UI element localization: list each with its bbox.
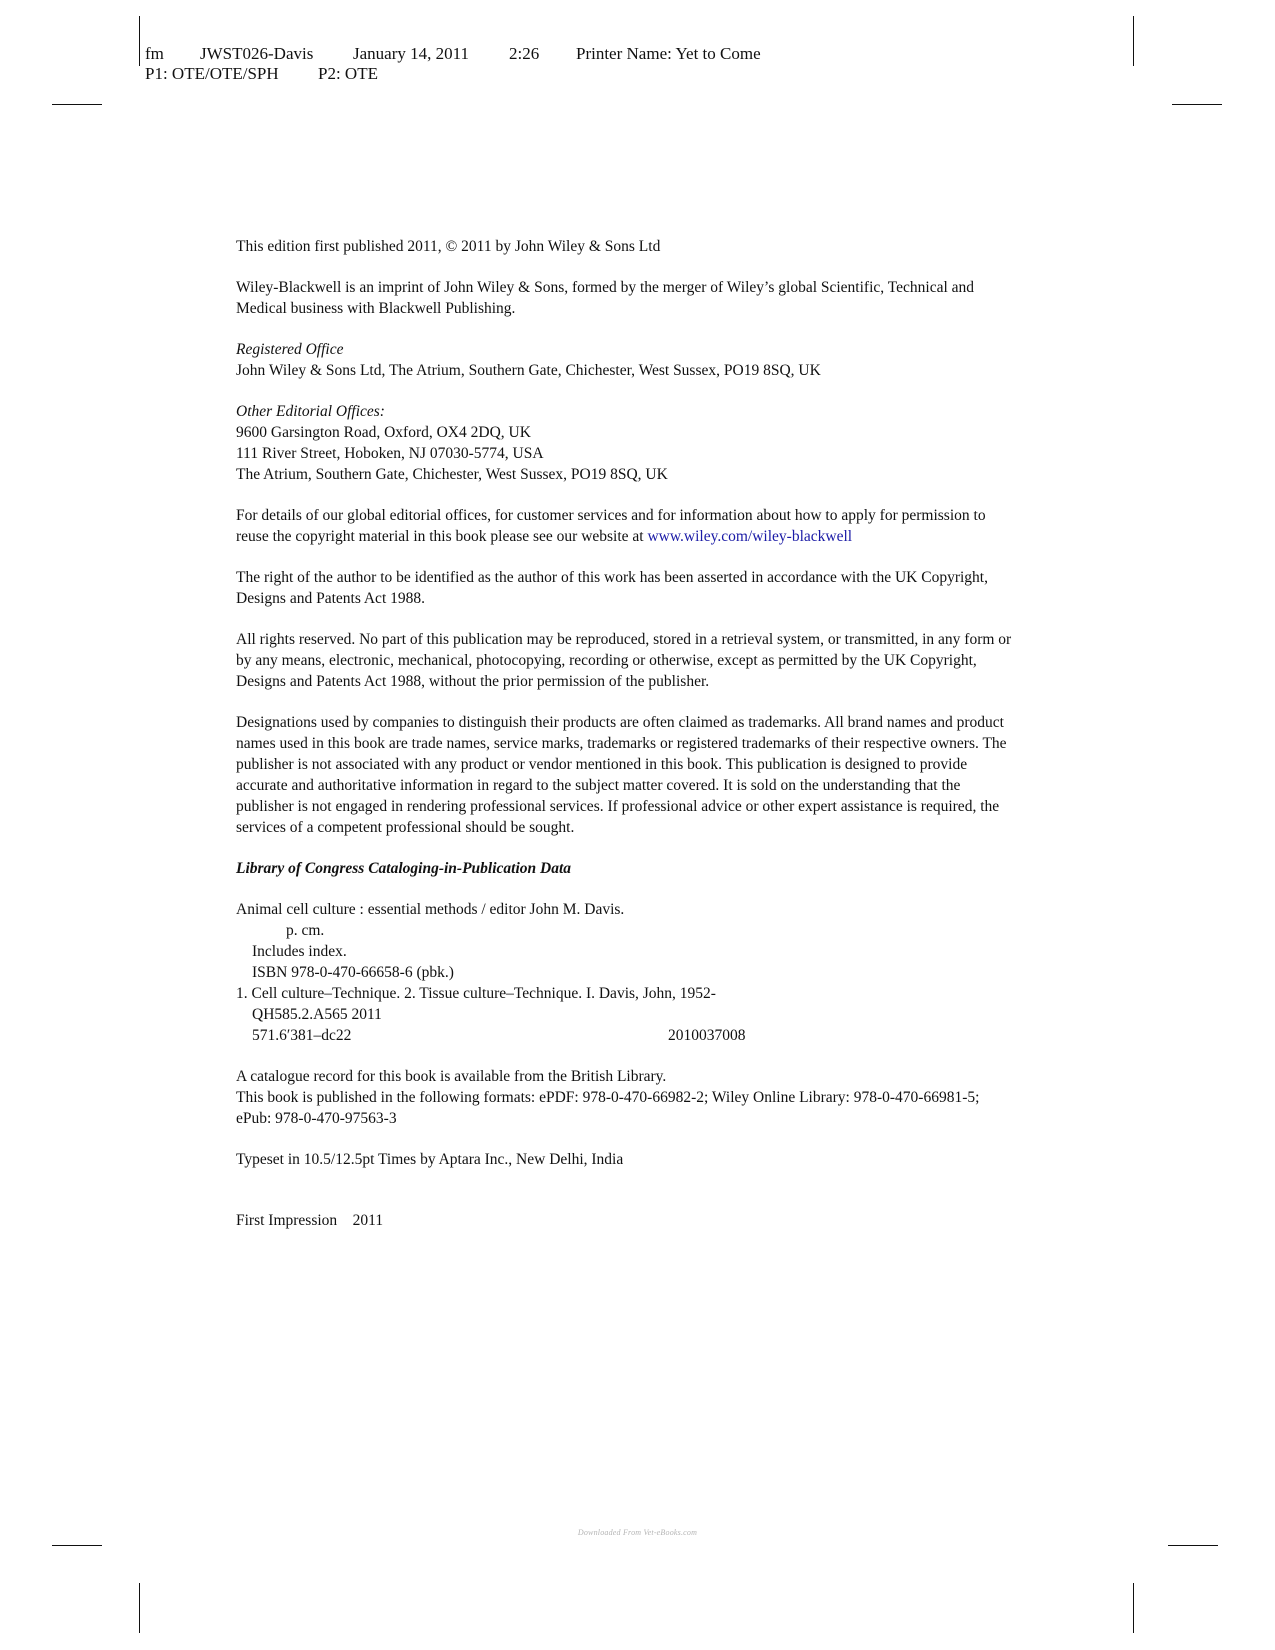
- slug-proof-2: P2: OTE: [318, 64, 378, 83]
- cip-isbn-line: ISBN 978-0-470-66658-6 (pbk.): [252, 964, 454, 981]
- website-link[interactable]: www.wiley.com/wiley-blackwell: [647, 528, 853, 545]
- trademark-disclaimer-paragraph: Designations used by companies to distinguish their products are often claimed as trademarks. All brand names and product names used in this book are trade names, service marks, trademarks or registered trademarks of their respective owners. The publisher is not associated with any product or vendor mentioned in this book. This publication is designed to provide accurate and authoritative information in regard to the subject matter covered. It is sold on the understanding that the publisher is not engaged in rendering professional services. If professional advice or other expert assistance is required, the services of a competent professional should be sought.: [236, 714, 1007, 836]
- cip-dewey-number: 571.6′381–dc22: [252, 1027, 352, 1044]
- imprint-statement: Wiley-Blackwell is an imprint of John Wiley & Sons, formed by the merger of Wiley’s global Scientific, Technical and Medical business with Blackwell Publishing.: [236, 279, 975, 317]
- crop-mark-top-left: [139, 16, 140, 66]
- impression-statement: First Impression 2011: [236, 1212, 384, 1229]
- office-address: 111 River Street, Hoboken, NJ 07030-5774, USA: [236, 445, 544, 462]
- cip-heading: Library of Congress Cataloging-in-Publication Data: [236, 860, 572, 877]
- slug-section: fm: [145, 44, 164, 63]
- cip-title-line: Animal cell culture : essential methods / editor John M. Davis.: [236, 901, 625, 918]
- office-address: 9600 Garsington Road, Oxford, OX4 2DQ, UK: [236, 424, 531, 441]
- cip-data-block: [236, 899, 1016, 1046]
- registered-office-heading: Registered Office: [236, 341, 344, 358]
- slug-proof-1: P1: OTE/OTE/SPH: [145, 64, 279, 83]
- crop-mark-bottom-right-h: [1168, 1545, 1218, 1546]
- formats-statement: This book is published in the following formats: ePDF: 978-0-470-66982-2; Wiley Online Library: 978-0-470-66981-5; ePub: 978-0-470-97563-3: [236, 1089, 980, 1127]
- crop-mark-top-left-h: [52, 104, 102, 105]
- rights-reserved-paragraph: All rights reserved. No part of this publication may be reproduced, stored in a retrieval system, or transmitted, in any form or by any means, electronic, mechanical, photocopying, recording or otherwise, except as permitted by the UK Copyright, Designs and Patents Act 1988, without the prior permission of the publisher.: [236, 631, 1012, 690]
- registered-office-address: John Wiley & Sons Ltd, The Atrium, Southern Gate, Chichester, West Sussex, PO19 8SQ, UK: [236, 362, 821, 379]
- slug-printer-name: Printer Name: Yet to Come: [576, 44, 761, 63]
- editorial-details-paragraph: [236, 505, 1016, 547]
- slug-date: January 14, 2011: [353, 44, 469, 63]
- crop-mark-bottom-right: [1133, 1583, 1134, 1633]
- slug-time: 2:26: [509, 44, 540, 63]
- author-rights-paragraph: The right of the author to be identified as the author of this work has been asserted in accordance with the UK Copyright, Designs and Patents Act 1988.: [236, 569, 988, 607]
- cip-index-line: Includes index.: [252, 943, 347, 960]
- copyright-page-body: [236, 236, 1016, 1251]
- download-watermark: Downloaded From Vet-eBooks.com: [577, 1528, 698, 1537]
- typeset-statement: Typeset in 10.5/12.5pt Times by Aptara Inc., New Delhi, India: [236, 1151, 624, 1168]
- edition-statement: This edition first published 2011, © 2011 by John Wiley & Sons Ltd: [236, 238, 661, 255]
- cip-subjects-line: 1. Cell culture–Technique. 2. Tissue culture–Technique. I. Davis, John, 1952-: [236, 985, 716, 1002]
- crop-mark-top-right: [1133, 16, 1134, 66]
- cip-dewey-row: [236, 1025, 1016, 1046]
- cip-lc-class-line: QH585.2.A565 2011: [252, 1006, 382, 1023]
- cip-pages-line: p. cm.: [286, 922, 325, 939]
- slug-job-id: JWST026-Davis: [200, 44, 314, 63]
- crop-mark-bottom-left: [139, 1583, 140, 1633]
- office-address: The Atrium, Southern Gate, Chichester, West Sussex, PO19 8SQ, UK: [236, 466, 668, 483]
- catalogue-record-statement: A catalogue record for this book is available from the British Library.: [236, 1068, 667, 1085]
- crop-mark-bottom-left-h: [52, 1545, 102, 1546]
- other-offices-heading: Other Editorial Offices:: [236, 403, 385, 420]
- editorial-details-text: For details of our global editorial offices, for customer services and for information about how to apply for permission to reuse the copyright material in this book please see our website at: [236, 507, 986, 545]
- crop-mark-top-right-h: [1172, 104, 1222, 105]
- cip-lccn-number: 2010037008: [668, 1027, 746, 1044]
